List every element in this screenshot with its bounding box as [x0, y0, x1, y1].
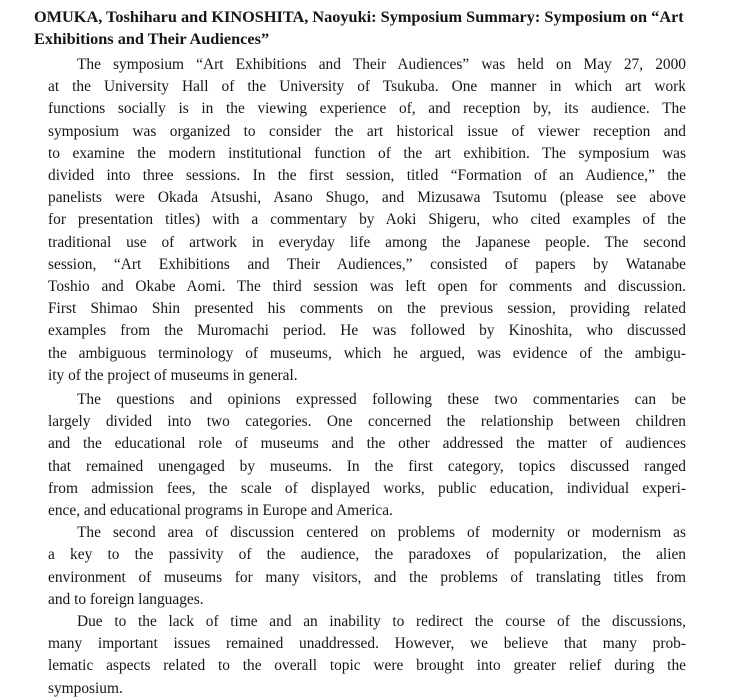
text-line: at the University Hall of the University of Tsukuba. One manner in which art work	[48, 78, 686, 96]
text-line: First Shimao Shin presented his comments on the previous session, providing related	[48, 300, 686, 318]
heading-line-1: OMUKA, Toshiharu and KINOSHITA, Naoyuki: Symposium Summary: Symposium on “Art	[34, 7, 684, 26]
text-line: the ambiguous terminology of museums, which he argued, was evidence of the ambigu-	[48, 344, 686, 362]
paragraph-1	[34, 54, 686, 387]
paragraph-2	[34, 389, 686, 522]
text-line: symposium was organized to consider the art historical issue of viewer reception and	[48, 122, 686, 140]
text-line: functions socially is in the viewing experience of, and reception by, its audience. The	[48, 100, 686, 118]
text-line: that remained unengaged by museums. In the first category, topics discussed ranged	[48, 457, 686, 475]
text-line: Toshio and Okabe Aomi. The third session was left open for comments and discussion.	[48, 278, 686, 296]
text-line: largely divided into two categories. One concerned the relationship between children	[48, 413, 686, 431]
text-line: for presentation titles) with a commentary by Aoki Shigeru, who cited examples of the	[48, 211, 686, 229]
text-line: and the educational role of museums and the other addressed the matter of audiences	[48, 435, 686, 453]
text-line: The questions and opinions expressed following these two commentaries can be	[77, 391, 686, 409]
text-line: to examine the modern institutional function of the art exhibition. The symposium was	[48, 144, 686, 162]
text-line: The symposium “Art Exhibitions and Their Audiences” was held on May 27, 2000	[77, 56, 686, 73]
text-line: examples from the Muromachi period. He was followed by Kinoshita, who discussed	[48, 322, 686, 340]
text-line: and to foreign languages.	[48, 590, 204, 608]
text-line: symposium.	[48, 679, 123, 697]
paragraph-3	[34, 522, 686, 611]
text-line: Due to the lack of time and an inability to redirect the course of the discussions,	[77, 613, 686, 631]
text-line: lematic aspects related to the overall topic were brought into greater relief during the	[48, 657, 686, 675]
text-line: session, “Art Exhibitions and Their Audiences,” consisted of papers by Watanabe	[48, 255, 686, 273]
text-line: panelists were Okada Atsushi, Asano Shugo, and Mizusawa Tsutomu (please see above	[48, 189, 686, 207]
text-line: The second area of discussion centered on problems of modernity or modernism as	[77, 524, 686, 542]
paragraph-4	[34, 611, 686, 700]
text-line: divided into three sessions. In the first session, titled “Formation of an Audience,” the	[48, 167, 686, 185]
article-heading	[34, 6, 686, 50]
text-line: environment of museums for many visitors, and the problems of translating titles from	[48, 568, 686, 586]
document-page	[34, 6, 686, 700]
text-line: traditional use of artwork in everyday life among the Japanese people. The second	[48, 233, 686, 251]
text-line: a key to the passivity of the audience, the paradoxes of popularization, the alien	[48, 546, 686, 564]
text-line: from admission fees, the scale of displayed works, public education, individual experi-	[48, 479, 686, 497]
heading-line-2: Exhibitions and Their Audiences”	[34, 29, 270, 48]
text-line: ence, and educational programs in Europe and America.	[48, 502, 393, 520]
text-line: ity of the project of museums in general.	[48, 366, 298, 384]
text-line: many important issues remained unaddressed. However, we believe that many prob-	[48, 635, 686, 653]
